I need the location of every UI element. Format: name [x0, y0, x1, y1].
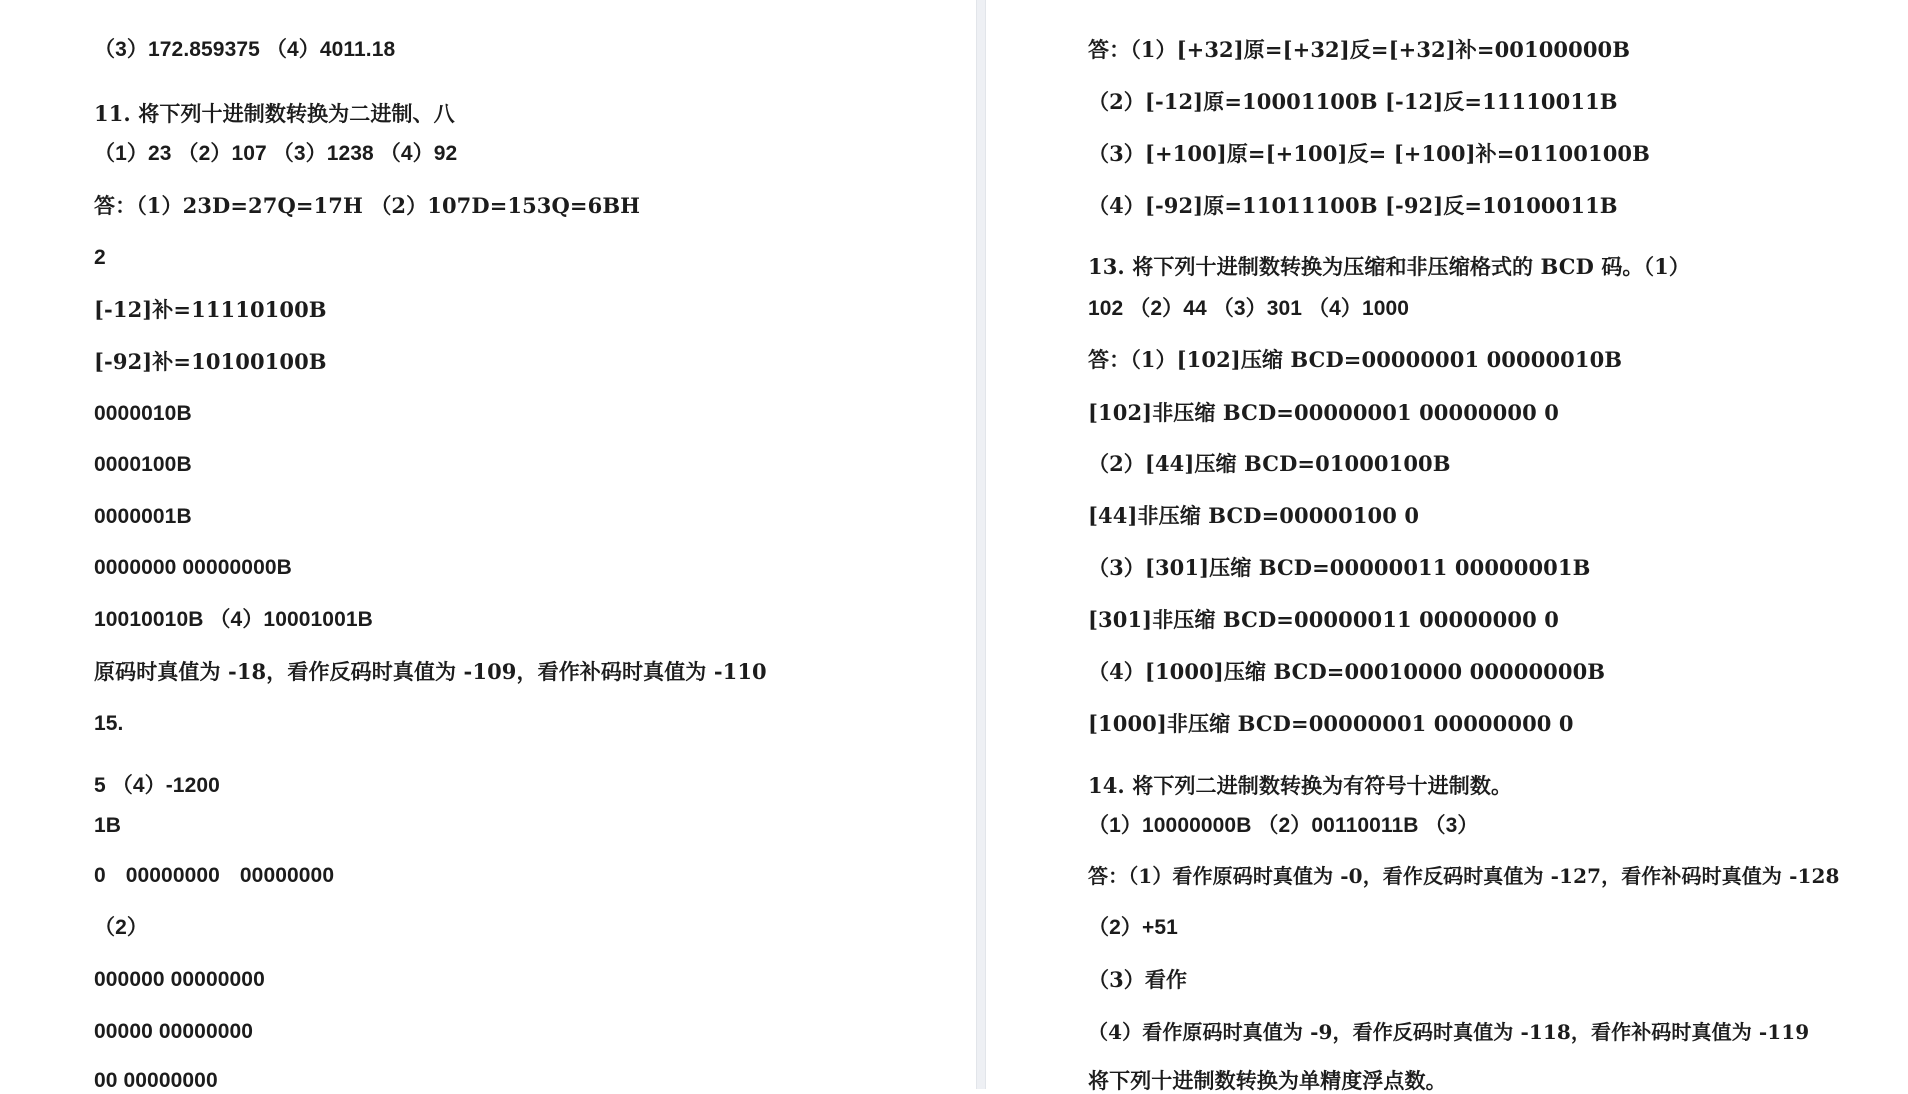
- answer-line: 答：（1）[102]压缩 BCD=00000001 00000010B: [1088, 347, 1623, 372]
- text-line: 1B: [94, 814, 122, 837]
- text-line: 000000 00000000: [94, 968, 265, 991]
- text-line: （3）[301]压缩 BCD=00000011 00000001B: [1088, 555, 1591, 580]
- text-line: 0000001B: [94, 505, 192, 528]
- text-line: 5 （4）-1200: [94, 774, 220, 797]
- text-line: （3）看作: [1088, 967, 1188, 992]
- text-line: [1000]非压缩 BCD=00000001 00000000 0: [1088, 711, 1574, 736]
- question-heading: 14. 将下列二进制数转换为有符号十进制数。: [1088, 773, 1513, 798]
- text-line: 原码时真值为 -18，看作反码时真值为 -109，看作补码时真值为 -110: [94, 659, 767, 684]
- text-line: 将下列十进制数转换为单精度浮点数。: [1088, 1068, 1447, 1093]
- page-gutter: [976, 0, 986, 1089]
- text-line: 2: [94, 246, 106, 269]
- text-line: （4）[1000]压缩 BCD=00010000 00000000B: [1088, 659, 1606, 684]
- text-line: 00000 00000000: [94, 1020, 254, 1043]
- text-line: （1）10000000B （2）00110011B （3）: [1088, 814, 1479, 837]
- text-line: （4）[-92]原=11011100B [-92]反=10100011B: [1088, 193, 1618, 218]
- text-line: 0000000 00000000B: [94, 556, 292, 579]
- text-line: [44]非压缩 BCD=00000100 0: [1088, 503, 1420, 528]
- answer-line: 答：（1）看作原码时真值为 -0，看作反码时真值为 -127，看作补码时真值为 -128: [1088, 864, 1840, 888]
- text-line: （3）172.859375 （4）4011.18: [94, 38, 396, 61]
- text-line: [102]非压缩 BCD=00000001 00000000 0: [1088, 400, 1559, 425]
- text-line: （2）+51: [1088, 916, 1178, 939]
- text-line: 00 00000000: [94, 1069, 218, 1092]
- text-line: 102 （2）44 （3）301 （4）1000: [1088, 297, 1410, 320]
- answer-line: 答：（1）23D=27Q=17H （2）107D=153Q=6BH: [94, 193, 641, 218]
- text-line: [-12]补=11110100B: [94, 297, 327, 322]
- text-line: [301]非压缩 BCD=00000011 00000000 0: [1088, 607, 1559, 632]
- right-page: [986, 0, 1908, 1093]
- text-line: （2）[-12]原=10001100B [-12]反=11110011B: [1088, 89, 1618, 114]
- question-heading: 11. 将下列十进制数转换为二进制、八: [94, 101, 455, 126]
- text-line: 0 00000000 00000000: [94, 864, 335, 887]
- text-line: 0000100B: [94, 453, 192, 476]
- text-line: （2）: [94, 916, 148, 939]
- question-heading: 13. 将下列十进制数转换为压缩和非压缩格式的 BCD 码。（1）: [1088, 254, 1690, 279]
- text-line: [-92]补=10100100B: [94, 349, 327, 374]
- text-line: 0000010B: [94, 402, 192, 425]
- question-heading: 15.: [94, 712, 124, 735]
- text-line: （2）[44]压缩 BCD=01000100B: [1088, 451, 1451, 476]
- text-line: 10010010B （4）10001001B: [94, 608, 373, 631]
- text-line: （3）[+100]原=[+100]反= [+100]补=01100100B: [1088, 141, 1650, 166]
- text-line: （1）23 （2）107 （3）1238 （4）92: [94, 142, 458, 165]
- answer-line: 答：（1）[+32]原=[+32]反=[+32]补=00100000B: [1088, 37, 1631, 62]
- text-line: （4）看作原码时真值为 -9，看作反码时真值为 -118，看作补码时真值为 -119: [1088, 1020, 1810, 1044]
